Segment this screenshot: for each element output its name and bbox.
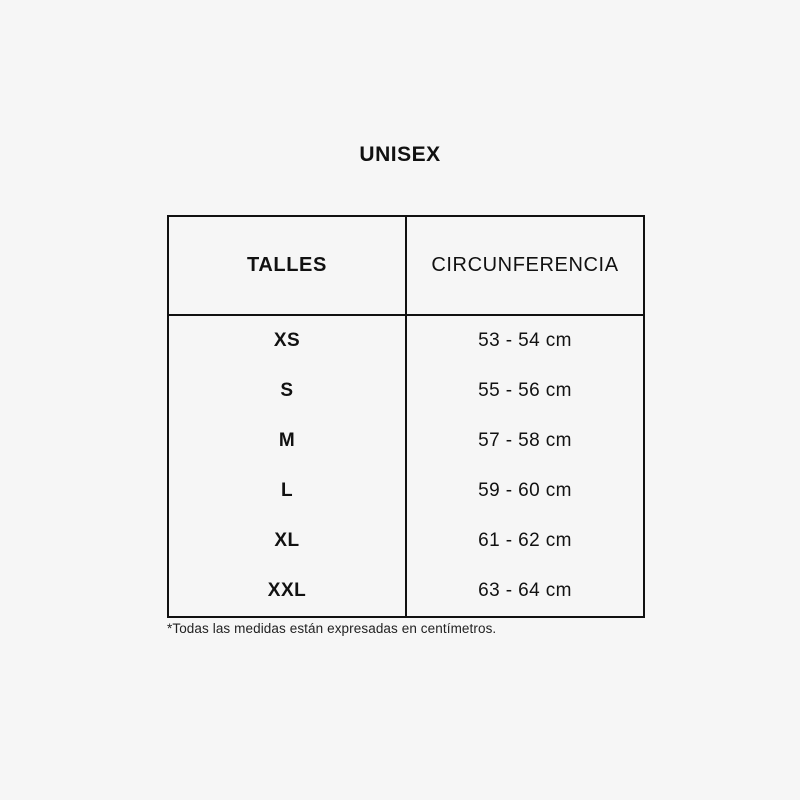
cell-size: M — [168, 416, 406, 466]
cell-size: S — [168, 366, 406, 416]
size-table — [167, 215, 645, 618]
column-header-circumference: CIRCUNFERENCIA — [406, 216, 644, 315]
table-row — [168, 516, 644, 566]
cell-size: XXL — [168, 566, 406, 617]
table-body — [168, 315, 644, 617]
table-row — [168, 315, 644, 366]
table-header — [168, 216, 644, 315]
size-table-container — [167, 215, 639, 618]
table-row — [168, 566, 644, 617]
page-title: UNISEX — [359, 143, 441, 166]
cell-circumference: 59 - 60 cm — [406, 466, 644, 516]
table-row — [168, 466, 644, 516]
cell-circumference: 63 - 64 cm — [406, 566, 644, 617]
cell-size: L — [168, 466, 406, 516]
table-row — [168, 366, 644, 416]
cell-circumference: 61 - 62 cm — [406, 516, 644, 566]
table-row — [168, 416, 644, 466]
measurement-footnote: *Todas las medidas están expresadas en centímetros. — [167, 621, 497, 636]
cell-circumference: 55 - 56 cm — [406, 366, 644, 416]
cell-size: XL — [168, 516, 406, 566]
cell-circumference: 53 - 54 cm — [406, 315, 644, 366]
table-header-row — [168, 216, 644, 315]
cell-circumference: 57 - 58 cm — [406, 416, 644, 466]
cell-size: XS — [168, 315, 406, 366]
column-header-sizes: TALLES — [168, 216, 406, 315]
